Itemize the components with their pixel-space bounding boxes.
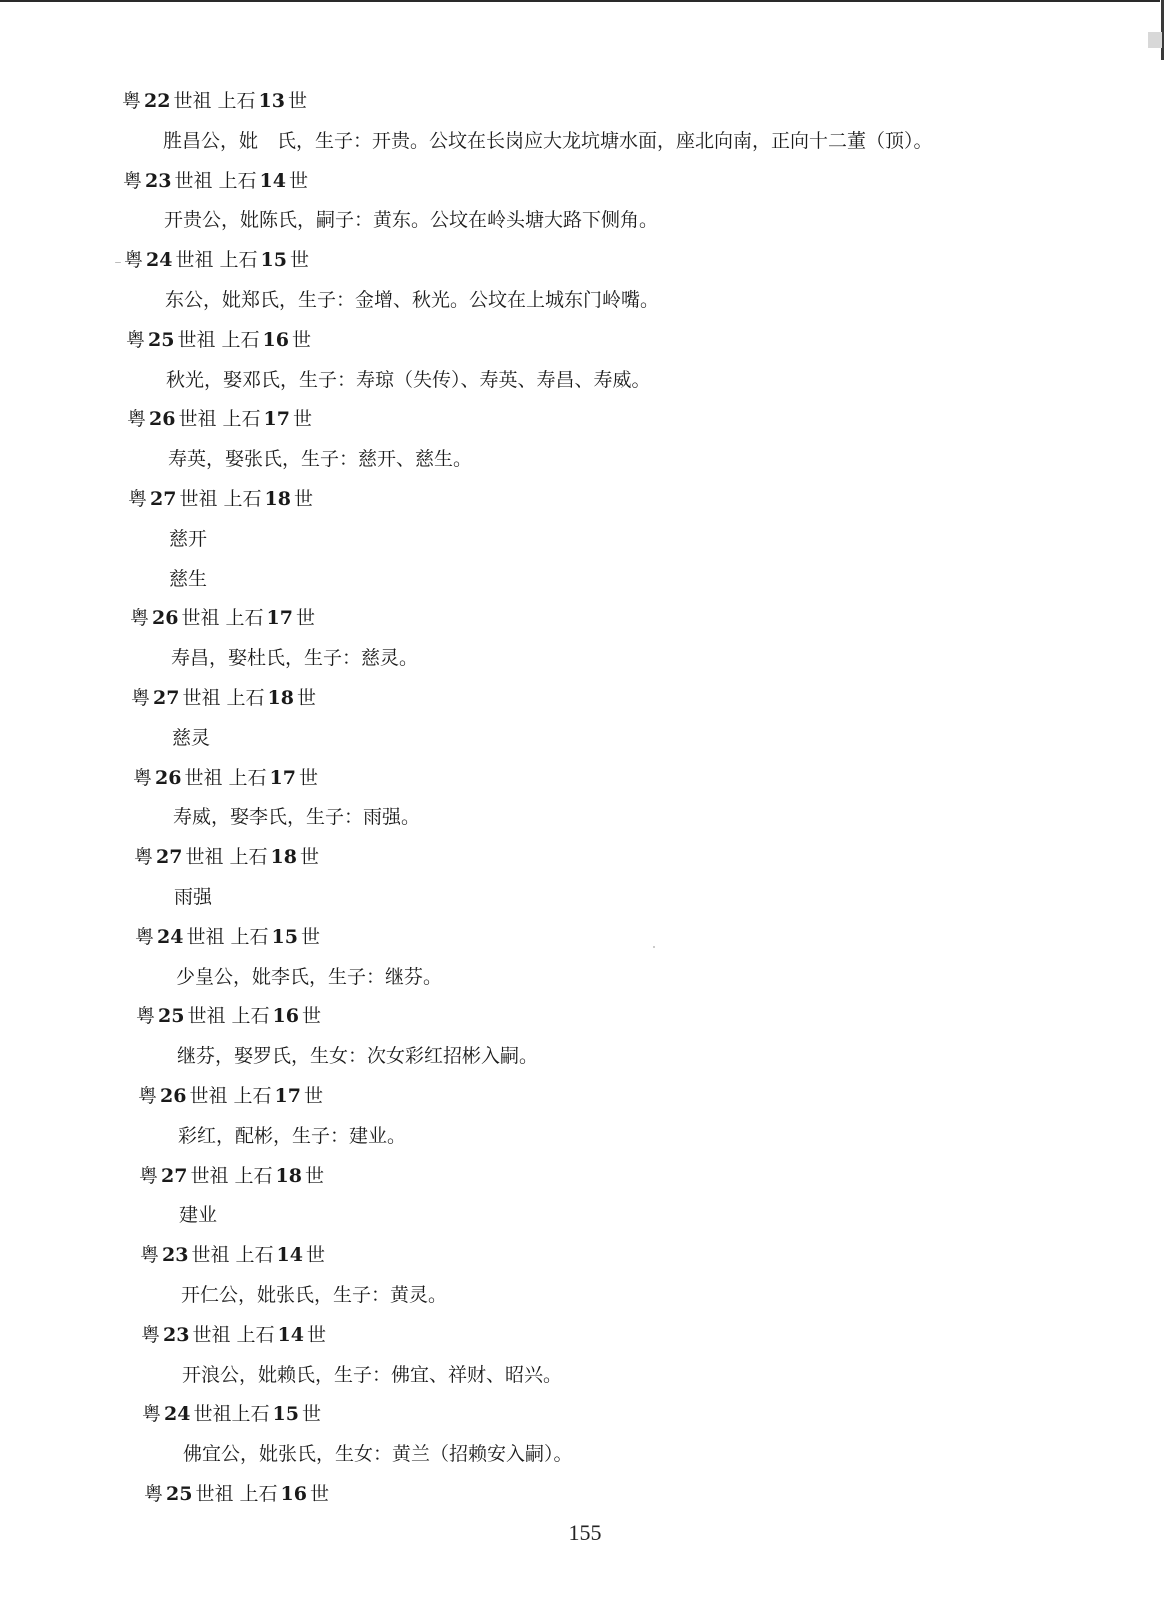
- shangshi-number: 17: [274, 1084, 301, 1107]
- gen-label: 世祖 上石: [186, 925, 269, 948]
- gen-number: 26: [155, 766, 182, 789]
- ancestor-description: 胜昌公，妣 氏，生子：开贵。公坟在长岗应大龙坑塘水面，座北向南，正向十二董（顶）。: [163, 129, 933, 152]
- generation-header: [0, 759, 1100, 799]
- gen-suffix: 世: [300, 925, 320, 948]
- ancestor-description: 彩红，配彬，生子：建业。: [178, 1124, 407, 1147]
- gen-suffix: 世: [309, 1482, 329, 1505]
- gen-label: 世祖 上石: [185, 846, 268, 869]
- generation-header: [0, 162, 1100, 202]
- gen-label: 世祖 上石: [190, 1164, 273, 1187]
- ancestor-description: 开仁公，妣张氏，生子：黄灵。: [181, 1283, 448, 1306]
- ancestor-description: 佛宜公，妣张氏，生女：黄兰（招赖安入嗣）。: [183, 1443, 573, 1466]
- gen-prefix: 粤: [136, 1005, 156, 1028]
- generation-header: [0, 321, 1100, 361]
- gen-prefix: 粤: [144, 1482, 164, 1505]
- generation-header: [0, 241, 1100, 281]
- gen-label: 世祖 上石: [181, 607, 264, 630]
- gen-label: 世祖 上石: [192, 1323, 275, 1346]
- scan-top-border: [0, 0, 1160, 2]
- shangshi-number: 18: [270, 846, 297, 869]
- gen-number: 26: [152, 607, 179, 630]
- ancestor-description: 寿英，娶张氏，生子：慈开、慈生。: [168, 448, 473, 471]
- gen-suffix: 世: [291, 328, 311, 351]
- shangshi-number: 15: [271, 925, 298, 948]
- gen-suffix: 世: [298, 766, 318, 789]
- gen-prefix: 粤: [135, 925, 155, 948]
- gen-label: 世祖 上石: [187, 1005, 270, 1028]
- gen-suffix: 世: [288, 169, 308, 192]
- gen-suffix: 世: [304, 1164, 324, 1187]
- gen-number: 25: [148, 328, 175, 351]
- shangshi-number: 17: [266, 607, 293, 630]
- shangshi-number: 16: [280, 1482, 307, 1505]
- shangshi-number: 16: [262, 328, 289, 351]
- gen-prefix: 粤: [127, 408, 147, 431]
- gen-label: 世祖 上石: [177, 328, 260, 351]
- ancestor-description: 秋光，娶邓氏，生子：寿琼（失传）、寿英、寿昌、寿威。: [166, 368, 651, 391]
- genealogy-entries: [0, 82, 1100, 1515]
- shangshi-number: 14: [259, 169, 286, 192]
- generation-header: [0, 1316, 1100, 1356]
- generation-header: [0, 400, 1100, 440]
- shangshi-number: 17: [263, 408, 290, 431]
- gen-suffix: 世: [301, 1005, 321, 1028]
- gen-prefix: 粤: [133, 766, 153, 789]
- generation-header: [0, 1475, 1100, 1515]
- gen-number: 24: [157, 925, 184, 948]
- gen-label: 世祖 上石: [173, 90, 256, 112]
- generation-header: [0, 82, 1100, 122]
- gen-prefix: 粤: [122, 90, 142, 112]
- gen-label: 世祖上石: [193, 1403, 270, 1426]
- generation-header: [0, 1236, 1100, 1276]
- generation-header: [0, 838, 1100, 878]
- gen-label: 世祖 上石: [178, 408, 261, 431]
- gen-number: 27: [156, 846, 183, 869]
- gen-label: 世祖 上石: [184, 766, 267, 789]
- ancestor-description: 建业: [179, 1204, 218, 1227]
- scan-right-edge: [1161, 0, 1164, 60]
- gen-prefix: 粤: [131, 686, 151, 709]
- gen-label: 世祖 上石: [175, 249, 258, 272]
- generation-header: [0, 1157, 1100, 1197]
- ancestor-description: 寿威，娶李氏，生子：雨强。: [173, 806, 421, 829]
- generation-header: [0, 918, 1100, 958]
- scan-corner-mark: [1148, 32, 1162, 48]
- gen-suffix: 世: [301, 1403, 321, 1426]
- shangshi-number: 14: [277, 1323, 304, 1346]
- gen-suffix: 世: [292, 408, 312, 431]
- gen-prefix: 粤: [142, 1403, 162, 1426]
- gen-number: 25: [158, 1005, 185, 1028]
- shangshi-number: 15: [272, 1403, 299, 1426]
- ancestor-description: 慈灵: [172, 726, 211, 749]
- gen-number: 27: [153, 686, 180, 709]
- ancestor-description: 慈生: [169, 567, 208, 590]
- shangshi-number: 18: [264, 487, 291, 510]
- gen-suffix: 世: [303, 1084, 323, 1107]
- shangshi-number: 18: [275, 1164, 302, 1187]
- gen-suffix: 世: [299, 846, 319, 869]
- gen-number: 22: [144, 90, 171, 112]
- gen-number: 26: [160, 1084, 187, 1107]
- gen-suffix: 世: [287, 90, 307, 112]
- gen-prefix: 粤: [139, 1164, 159, 1187]
- shangshi-number: 15: [260, 249, 287, 272]
- page-number: 155: [568, 1520, 602, 1545]
- shangshi-number: 17: [269, 766, 296, 789]
- gen-number: 23: [145, 169, 172, 192]
- gen-suffix: 世: [293, 487, 313, 510]
- gen-prefix: 粤: [141, 1323, 161, 1346]
- gen-label: 世祖 上石: [174, 169, 257, 192]
- gen-suffix: 世: [305, 1244, 325, 1267]
- gen-label: 世祖 上石: [189, 1084, 272, 1107]
- gen-prefix: 粤: [138, 1084, 158, 1107]
- shangshi-number: 13: [258, 90, 285, 112]
- generation-header: [0, 1395, 1100, 1435]
- gen-suffix: 世: [296, 686, 316, 709]
- gen-prefix: 粤: [130, 607, 150, 630]
- shangshi-number: 16: [272, 1005, 299, 1028]
- shangshi-number: 18: [267, 686, 294, 709]
- gen-prefix: 粤: [123, 169, 143, 192]
- gen-prefix: 粤: [140, 1244, 160, 1267]
- shangshi-number: 14: [276, 1244, 303, 1267]
- gen-suffix: 世: [289, 249, 309, 272]
- gen-number: 23: [163, 1323, 190, 1346]
- ancestor-description: 开浪公，妣赖氏，生子：佛宜、祥财、昭兴。: [182, 1363, 563, 1386]
- gen-suffix: 世: [306, 1323, 326, 1346]
- ancestor-description: 慈开: [169, 527, 208, 550]
- gen-number: 27: [150, 487, 177, 510]
- generation-header: [0, 1077, 1100, 1117]
- gen-number: 24: [146, 249, 173, 272]
- gen-prefix: 粤: [124, 249, 144, 272]
- gen-number: 23: [162, 1244, 189, 1267]
- generation-header: [0, 480, 1100, 520]
- generation-header: [0, 679, 1100, 719]
- ancestor-description: 少皇公，妣李氏，生子：继芬。: [176, 965, 443, 988]
- gen-number: 25: [166, 1482, 193, 1505]
- gen-label: 世祖 上石: [182, 686, 265, 709]
- gen-prefix: 粤: [128, 487, 148, 510]
- ancestor-description: 继芬，娶罗氏，生女：次女彩红招彬入嗣。: [177, 1045, 539, 1068]
- gen-label: 世祖 上石: [179, 487, 262, 510]
- gen-prefix: 粤: [126, 328, 146, 351]
- gen-number: 27: [161, 1164, 188, 1187]
- gen-prefix: 粤: [134, 846, 154, 869]
- gen-suffix: 世: [295, 607, 315, 630]
- gen-label: 世祖 上石: [195, 1482, 278, 1505]
- gen-number: 26: [149, 408, 176, 431]
- gen-number: 24: [164, 1403, 191, 1426]
- generation-header: [0, 599, 1100, 639]
- ancestor-description: 雨强: [174, 885, 213, 908]
- ancestor-description: 东公，妣郑氏，生子：金增、秋光。公坟在上城东门岭嘴。: [165, 288, 660, 311]
- gen-label: 世祖 上石: [191, 1244, 274, 1267]
- ancestor-description: 寿昌，娶杜氏，生子：慈灵。: [171, 647, 419, 670]
- generation-header: [0, 997, 1100, 1037]
- ancestor-description: 开贵公，妣陈氏，嗣子：黄东。公坟在岭头塘大路下侧角。: [164, 209, 659, 232]
